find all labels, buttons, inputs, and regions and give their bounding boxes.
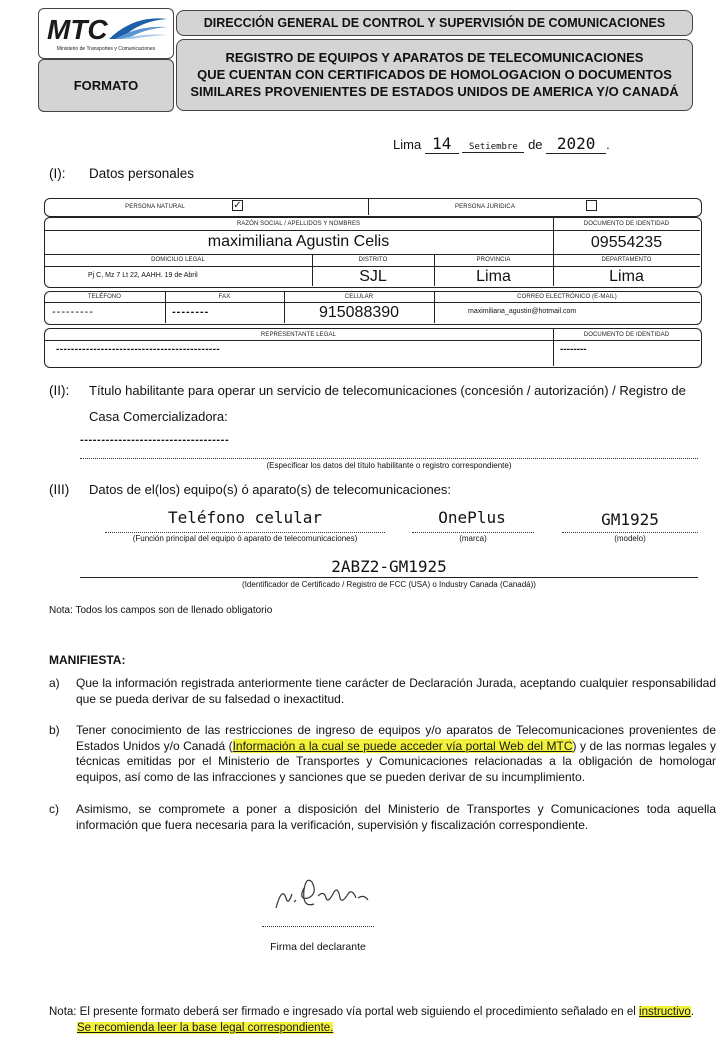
date-month: Setiembre (462, 142, 524, 153)
section2-dotline (80, 458, 698, 459)
firma-label: Firma del declarante (270, 941, 366, 953)
domicilio-label: DOMICILIO LEGAL (151, 257, 205, 263)
section2-title-2: Casa Comercializadora: (89, 409, 228, 424)
telefono-label: TELÉFONO (87, 294, 122, 300)
celular-label: CELULAR (344, 294, 374, 300)
razon-value: maximiliana Agustin Celis (207, 233, 390, 250)
doc-title-line-3: SIMILARES PROVENIENTES DE ESTADOS UNIDOS DE AMERICA Y/O CANADÁ (190, 84, 679, 99)
marca-value: OnePlus (438, 508, 506, 527)
date-day: 14 (425, 134, 459, 154)
persona-juridica-checkbox[interactable] (586, 200, 597, 211)
persona-natural-checkbox[interactable] (232, 200, 243, 211)
manifiesta-b-text-1: Tener conocimiento de las restricciones de ingreso de equipos y/o aparatos de Telecomunicaciones provenientes de Estados Unidos y/o Canadá ( (76, 723, 716, 753)
manifiesta-a-text: Que la información registrada anteriormente tiene carácter de Declaración Jurada, aceptando cualquier responsabilidad que se pueda derivar de su falsedad o inexactitud. (76, 676, 716, 706)
persona-juridica-label: PERSONA JURIDICA (455, 204, 515, 210)
signature-line (262, 926, 374, 927)
fax-value: -------- (172, 306, 210, 318)
marca-caption: (marca) (459, 534, 487, 543)
manifiesta-title: MANIFIESTA: (49, 653, 126, 667)
correo-value: maximiliana_agustin@hotmail.com (468, 308, 577, 315)
manifiesta-b-label: b) (49, 723, 60, 737)
formato-box (38, 59, 174, 112)
cert-value: 2ABZ2-GM1925 (331, 557, 447, 576)
distrito-value: SJL (359, 268, 387, 285)
nota-obligatorio: Nota: Todos los campos son de llenado obligatorio (49, 605, 273, 616)
rep-label: REPRESENTANTE LEGAL (260, 332, 337, 338)
doc-value: 09554235 (590, 234, 663, 251)
instructivo-link[interactable]: instructivo (639, 1006, 691, 1018)
check-icon: ✓ (233, 200, 242, 211)
manifiesta-c-text: Asimismo, se compromete a poner a disposición del Ministerio de Transportes y Comunicaciones toda aquella información que fuera necesaria para la verificación, supervisión y fiscalización correspondiente. (76, 802, 716, 832)
nota-final (49, 1005, 709, 1036)
base-legal-link[interactable]: Se recomienda leer la base legal correspondiente. (77, 1021, 334, 1034)
section3-num: (III) (49, 482, 70, 497)
mtc-portal-link[interactable]: Información a la cual se puede acceder vía portal Web del MTC (232, 738, 573, 753)
provincia-label: PROVINCIA (476, 257, 511, 263)
modelo-value: GM1925 (601, 510, 659, 529)
rep-doc-label: DOCUMENTO DE IDENTIDAD (583, 332, 670, 338)
section1-title: Datos personales (89, 166, 195, 181)
manifiesta-b-text-2: ) y de las normas legales y técnicas emitidas por el Ministerio de Transportes y Comunicaciones relacionadas a la obligación de homologar equipos, así como de las infracciones y sanciones que se pueden derivar de su incumplimiento. (76, 738, 717, 784)
signature (268, 868, 378, 918)
doc-title-box (176, 39, 693, 111)
domicilio-value: Pj C, Mz 7 Lt 22, AAHH. 19 de Abril (88, 272, 198, 279)
date-line (393, 134, 610, 154)
persona-natural-label: PERSONA NATURAL (125, 204, 185, 210)
departamento-label: DEPARTAMENTO (601, 257, 652, 263)
celular-value: 915088390 (318, 304, 400, 321)
fax-label: FAX (218, 294, 231, 300)
telefono-value: --------- (52, 306, 94, 318)
logo-tagline: Ministerio de Transportes y Comunicaciones (56, 46, 156, 52)
date-city: Lima (393, 137, 422, 152)
correo-label: CORREO ELECTRÓNICO (E-MAIL) (517, 294, 617, 300)
doc-label: DOCUMENTO DE IDENTIDAD (583, 221, 670, 227)
formato-label: FORMATO (73, 78, 139, 93)
logo-brand-text: MTC (47, 14, 108, 45)
rep-doc-value: -------- (560, 344, 587, 355)
cert-caption: (Identificador de Certificado / Registro de FCC (USA) o Industry Canada (Canadá)) (242, 580, 536, 589)
funcion-caption: (Función principal del equipo ó aparato de telecomunicaciones) (132, 534, 358, 543)
org-title: DIRECCIÓN GENERAL DE CONTROL Y SUPERVISIÓN DE COMUNICACIONES (203, 16, 666, 30)
distrito-label: DISTRITO (358, 257, 388, 263)
section2-title-1: Título habilitante para operar un servicio de telecomunicaciones (concesión / autorización) / Registro de (89, 383, 686, 398)
nota-final-text: Nota: El presente formato deberá ser firmado e ingresado vía portal web siguiendo el procedimiento señalado en el (49, 1006, 640, 1018)
funcion-value: Teléfono celular (167, 508, 323, 527)
org-title-box (176, 10, 693, 36)
manifiesta-c-label: c) (49, 802, 59, 816)
manifiesta-b-text (76, 723, 716, 785)
date-de: de (528, 137, 543, 152)
date-end: . (606, 137, 610, 152)
logo-box (38, 8, 174, 59)
section3-title: Datos de el(los) equipo(s) ó aparato(s) de telecomunicaciones: (89, 482, 452, 497)
nota-final-dot: . (690, 1006, 695, 1018)
rep-value: -------------------------------------------- (56, 344, 221, 355)
departamento-value: Lima (609, 268, 644, 285)
modelo-caption: (modelo) (614, 534, 646, 543)
section2-num: (II): (49, 383, 70, 398)
date-year: 2020 (546, 134, 606, 154)
doc-title-line-2: QUE CUENTAN CON CERTIFICADOS DE HOMOLOGACION O DOCUMENTOS (197, 67, 672, 82)
doc-title-line-1: REGISTRO DE EQUIPOS Y APARATOS DE TELECOMUNICACIONES (225, 50, 644, 65)
razon-label: RAZÓN SOCIAL / APELLIDOS Y NOMBRES (236, 221, 361, 227)
provincia-value: Lima (476, 268, 511, 285)
mtc-logo (39, 9, 173, 58)
section2-value: ----------------------------------- (80, 434, 230, 446)
section2-caption: (Especificar los datos del título habilitante o registro correspondiente) (266, 461, 512, 470)
section1-num: (I): (49, 166, 66, 181)
manifiesta-a-label: a) (49, 676, 60, 690)
